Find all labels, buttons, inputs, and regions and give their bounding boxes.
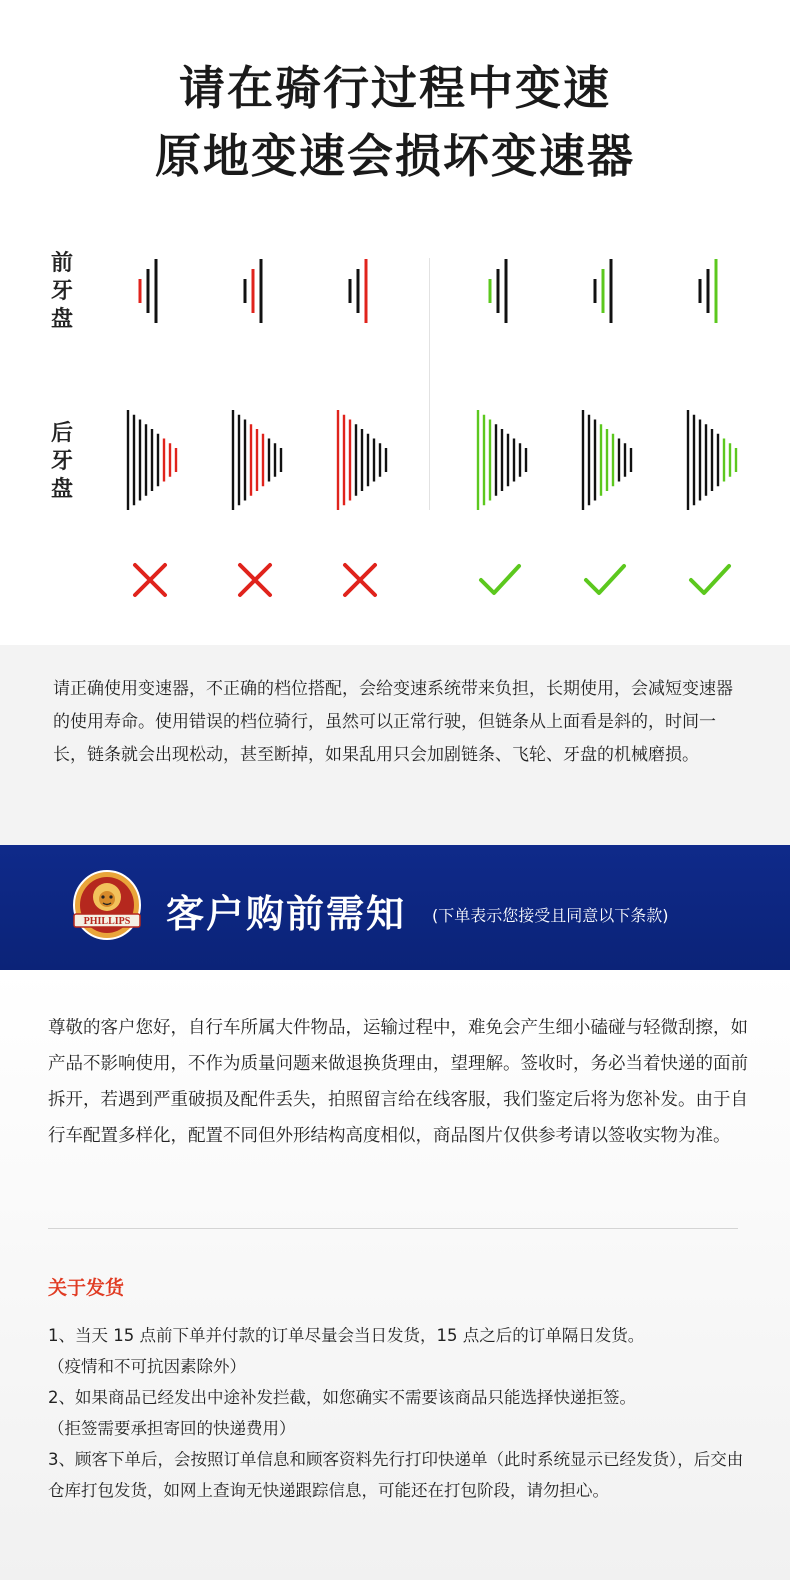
shipping-item: （拒签需要承担寄回的快递费用）: [48, 1419, 296, 1438]
shipping-item: 2、如果商品已经发出中途补发拦截，如您确实不需要该商品只能选择快递拒签。: [48, 1388, 636, 1407]
shipping-list: [48, 1320, 758, 1506]
rear-cassette-icon: [124, 408, 188, 512]
pre-purchase-banner: [0, 845, 790, 970]
cross-icon: [128, 560, 172, 600]
front-chainring-icon: [340, 256, 380, 326]
check-icon: [478, 560, 522, 600]
usage-note-section: [0, 645, 790, 845]
rear-cassette-label: 后牙盘: [50, 421, 73, 502]
front-chainring-label: 前牙盘: [50, 251, 73, 332]
check-icon: [583, 560, 627, 600]
front-chainring-icon: [235, 256, 275, 326]
usage-note-text: 请正确使用变速器，不正确的档位搭配，会给变速系统带来负担，长期使用，会减短变速器的使用寿命。使用错误的档位骑行，虽然可以正常行驶，但链条从上面看是斜的，时间一长，链条就会出现松动，甚至断掉，如果乱用只会加剧链条、飞轮、牙盘的机械磨损。: [53, 679, 733, 765]
shipping-item: 1、当天 15 点前下单并付款的订单尽量会当日发货，15 点之后的订单隔日发货。: [48, 1326, 645, 1345]
phillips-lion-logo-icon: [72, 869, 142, 944]
rear-cassette-icon: [334, 408, 398, 512]
cross-icon: [338, 560, 382, 600]
front-chainring-icon: [690, 256, 730, 326]
gear-shift-guide: [0, 0, 790, 645]
section-divider: [48, 1228, 738, 1229]
banner-title: 客户购前需知: [166, 892, 407, 936]
rear-cassette-icon: [229, 408, 293, 512]
headline-line-2: 原地变速会损坏变速器: [155, 129, 635, 183]
rear-cassette-icon: [579, 408, 643, 512]
rear-cassette-icon: [684, 408, 748, 512]
customer-notice-section: [0, 970, 790, 1580]
shipping-item: （疫情和不可抗因素除外）: [48, 1357, 246, 1376]
logo-text: PHILLIPS: [83, 916, 131, 927]
headline-line-1: 请在骑行过程中变速: [179, 61, 611, 115]
check-icon: [688, 560, 732, 600]
notice-paragraph: 尊敬的客户您好，自行车所属大件物品，运输过程中，难免会产生细小磕碰与轻微刮擦，如产品不影响使用，不作为质量问题来做退换货理由，望理解。签收时，务必当着快递的面前拆开，若遇到严重破损及配件丢失，拍照留言给在线客服，我们鉴定后将为您补发。由于自行车配置多样化，配置不同但外形结构高度相似，商品图片仅供参考请以签收实物为准。: [48, 1018, 748, 1146]
front-chainring-icon: [585, 256, 625, 326]
rear-cassette-icon: [474, 408, 538, 512]
shipping-item: 3、顾客下单后，会按照订单信息和顾客资料先行打印快递单（此时系统显示已经发货），后交由仓库打包发货，如网上查询无快递跟踪信息，可能还在打包阶段，请勿担心。: [48, 1450, 744, 1500]
cross-icon: [233, 560, 277, 600]
banner-subtitle: (下单表示您接受且同意以下条款): [432, 906, 669, 925]
shipping-title: 关于发货: [48, 1277, 125, 1299]
front-chainring-icon: [480, 256, 520, 326]
diagram-divider: [429, 258, 430, 510]
front-chainring-icon: [130, 256, 170, 326]
